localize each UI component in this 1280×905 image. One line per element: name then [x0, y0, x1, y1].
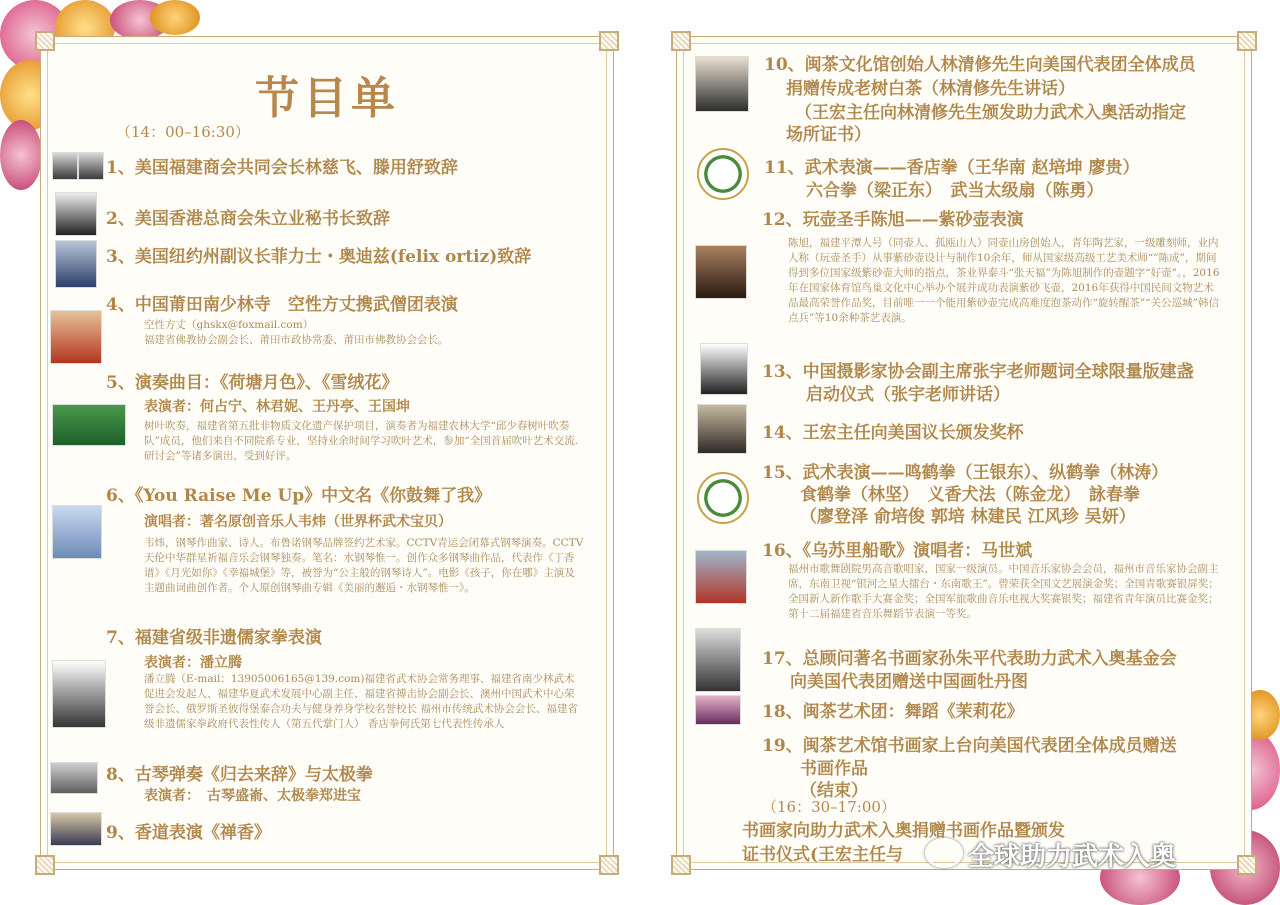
program-item-4-desc: 空性方丈（ghskx@foxmail.com） 福建省佛教协会副会长、莆田市政协常委、莆田市佛教协会会长。: [144, 319, 449, 346]
program-item-10: 10、闽茶文化馆创始人林清修先生向美国代表团全体成员: [764, 55, 1196, 75]
program-item-11-line2: 六合拳（梁正东） 武当太级扇（陈勇）: [806, 181, 1104, 201]
program-item-1: 1、美国福建商会共同会长林慈飞、滕用舒致辞: [106, 158, 458, 178]
incense-photo-9: [50, 812, 102, 846]
closing-session-time: （16：30–17:00）: [762, 798, 896, 816]
program-item-13: 13、中国摄影家协会副主席张宇老师题词全球限量版建盏: [762, 362, 1194, 382]
speaker-photo-2: [55, 192, 97, 236]
singer-photo-6: [52, 505, 102, 559]
speaker-photo-14: [697, 404, 747, 454]
program-item-19: 19、闽茶艺术馆书画家上台向美国代表团全体成员赠送: [762, 736, 1177, 756]
closing-ceremony-line1: 书画家向助力武术入奥捐赠书画作品暨颁发: [742, 821, 1065, 841]
program-item-15: 15、武术表演——鸣鹤拳（王银东）、纵鹤拳（林涛）: [762, 463, 1169, 483]
program-item-17-line2: 向美国代表团赠送中国画牡丹图: [790, 672, 1028, 692]
program-item-18: 18、闽茶艺术团：舞蹈《茉莉花》: [762, 702, 1024, 722]
program-end-mark: （结束）: [800, 781, 868, 801]
program-item-9: 9、香道表演《禅香》: [106, 823, 271, 843]
painter-photo-17: [695, 628, 741, 692]
program-title: 节目单: [255, 73, 399, 124]
program-item-5-performers: 表演者：何占宁、林君妮、王丹亭、王国坤: [144, 399, 410, 415]
program-item-3: 3、美国纽约州副议长菲力士・奥迪兹(felix ortiz)致辞: [106, 247, 532, 267]
program-item-6-desc: 韦炜，钢琴作曲家、诗人。布鲁诺钢琴品牌签约艺术家。CCTV青运会闭幕式钢琴演奏。CCTV天伦中华群星祈福音乐会钢琴独奏。笔名：水钢琴惟一。创作众多钢琴曲作品，代表作《丁香谱》《月光如你》《幸福城堡》等，被誉为“公主般的钢琴诗人”。电影《孩子，你在哪》主演及主题曲词曲创作者。个人原创钢琴曲专辑《美丽的邂逅・水钢琴惟一》。: [144, 537, 584, 594]
program-item-7-desc: 潘立腾（E-mail：13905006165@139.com)福建省武术协会常务理事、福建省南少林武术促进会发起人、福建华夏武术发展中心副主任、福建省搏击协会副会长、澳州中国武术中心荣誉会长、俄罗斯圣彼得堡泰合功夫与健身养身学校名誉校长 福州市传统武术协会会长、福建省级非遗儒家拳政府代表性传人（第五代掌门人） 香店拳何氏第七代表性传承人: [144, 673, 578, 730]
dance-photo-18: [695, 695, 741, 725]
program-item-6-singer: 演唱者：著名原创音乐人韦炜（世界杯武术宝贝）: [144, 514, 452, 530]
artist-photo-12: [695, 245, 747, 299]
speaker-photo-3: [55, 240, 97, 288]
program-item-19-line2: 书画作品: [800, 759, 868, 779]
program-item-10-line2: 捐赠传成老树白茶（林清修先生讲话）: [786, 79, 1075, 99]
program-item-5-desc: 树叶吹奏，福建省第五批非物质文化遗产保护项目，演奏者为福建农林大学“邱少春树叶吹奏队”成员，他们来自不同院系专业，坚持业余时间学习吹叶艺术，参加“全国首届吹叶艺术交流.研讨会”等诸多演出，受到好评。: [144, 420, 579, 462]
speaker-photo-1a: [52, 152, 78, 180]
program-item-6: 6、《You Raise Me Up》中文名《你鼓舞了我》: [106, 486, 492, 506]
program-item-5: 5、演奏曲目：《荷塘月色》、《雪绒花》: [106, 373, 399, 393]
program-item-16: 16、《乌苏里船歌》演唱者：马世斌: [762, 541, 1033, 561]
watermark-text: 全球助力武术入奥: [968, 842, 1177, 872]
program-item-10-line4: 场所证书）: [786, 125, 871, 145]
program-item-15-line2: 食鹤拳（林坚） 义香犬法（陈金龙） 詠春拳: [800, 485, 1140, 505]
program-item-15-line3: （廖登泽 俞培俊 郭培 林建民 江风珍 吴妍）: [800, 507, 1136, 527]
program-item-12-desc: 陈旭，福建平潭人号（同壶人、孤瓯山人）同壶山房创始人，青年陶艺家，一级雕刻师，业内人称（玩壶圣手）从事紫砂壶设计与制作10余年，师从国家级高级工艺美术师“”陈成”，期间得到多位国家级紫砂壶大师的指点，茶业界泰斗“张天福”为陈旭制作的壶题字“好壶”。，2016年在国家体育馆鸟巢文化中心举办个展并成功表演紫砂飞壶，2016年获得中国民间文物艺术品最高荣誉作品奖，目前唯一一个能用紫砂壶完成高难度泡茶动作“旋转醒茶”“关公巡城”韩信点兵”等10余种茶艺表演。: [788, 237, 1220, 324]
program-item-14: 14、王宏主任向美国议长颁发奖杯: [762, 423, 1024, 443]
program-item-8-performers: 表演者： 古琴盛嵛、太极拳郑进宝: [144, 788, 361, 804]
speaker-photo-13: [700, 343, 748, 395]
program-item-10-line3: （王宏主任向林清修先生颁发助力武术入奥活动指定: [795, 103, 1186, 123]
performance-photo-5: [52, 404, 126, 446]
program-item-17: 17、总顾问著名书画家孙朱平代表助力武术入奥基金会: [762, 649, 1177, 669]
speaker-photo-1b: [78, 152, 104, 180]
program-item-16-desc: 福州市歌舞剧院男高音歌唱家，国家一级演员。中国音乐家协会会员，福州市音乐家协会副主席，东南卫视“银河之星大擂台・东南歌王”。曾荣获全国文艺展演金奖；全国青歌赛银屏奖；全国新人新作歌手大赛金奖；全国军旅歌曲音乐电视大奖赛银奖；福建省青年演员比赛金奖；第十二届福建省音乐舞蹈节表演一等奖。: [788, 563, 1219, 620]
program-item-13-line2: 启动仪式（张宇老师讲话）: [806, 385, 1010, 405]
speaker-photo-10: [695, 56, 749, 112]
program-item-11: 11、武术表演——香店拳（王华南 赵培坤 廖贵）: [764, 158, 1140, 178]
closing-ceremony-line2: 证书仪式(王宏主任与: [742, 845, 904, 865]
program-item-12: 12、玩壶圣手陈旭——紫砂壶表演: [762, 210, 1024, 230]
martial-arts-logo-11: [697, 148, 749, 200]
program-item-4: 4、中国莆田南少林寺 空性方丈携武僧团表演: [106, 295, 458, 315]
program-item-7-performer: 表演者：潘立腾: [144, 655, 242, 671]
program-item-7: 7、福建省级非遗儒家拳表演: [106, 628, 322, 648]
program-item-2: 2、美国香港总商会朱立业秘书长致辞: [106, 209, 390, 229]
guqin-photo-8: [50, 762, 98, 794]
martial-artist-photo-7: [52, 660, 106, 728]
monk-photo-4: [50, 310, 102, 364]
program-time: （14：00–16:30）: [116, 123, 250, 141]
wechat-icon: [925, 838, 963, 868]
singer-photo-16: [695, 550, 747, 604]
martial-arts-logo-15: [697, 472, 749, 524]
program-item-8: 8、古琴弹奏《归去来辞》与太极拳: [106, 765, 373, 785]
